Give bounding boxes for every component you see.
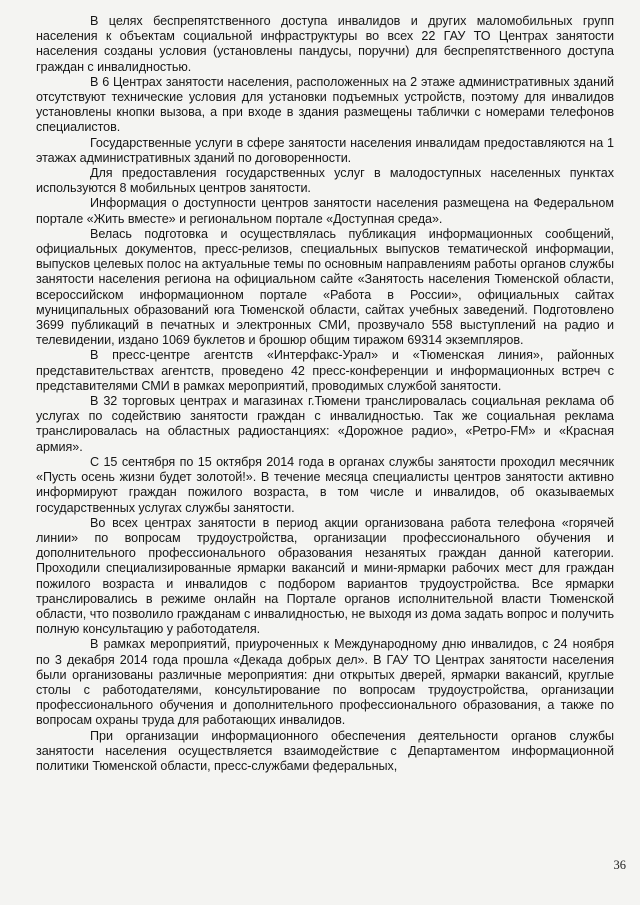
- paragraph-information-support: При организации информационного обеспечения деятельности органов службы занятости населения осуществляется взаимодействие с Департаментом информационной политики Тюменской области, пресс-службами федеральных,: [36, 728, 614, 773]
- paragraph-accessibility-conditions: В целях беспрепятственного доступа инвалидов и других маломобильных групп населения к объектам социальной инфраструктуры во всех 22 ГАУ ТО Центрах занятости населения созданы условия (установлены пандусы, поручни) для беспрепятственного доступа граждан с инвалидностью.: [36, 14, 614, 74]
- paragraph-golden-autumn-month: С 15 сентября по 15 октября 2014 года в органах службы занятости проходил месячник «Пусть осень жизни будет золотой!». В течение месяца специалисты центров занятости активно информируют граждан пожилого возраста, в том числе и инвалидов, об оказываемых государственных услугах службы занятости.: [36, 454, 614, 515]
- paragraph-publications: Велась подготовка и осуществлялась публикация информационных сообщений, официальных документов, пресс-релизов, специальных выпусков тематической информации, выпусков целевых полос на актуальные темы по основным направлениям работы органов службы занятости населения региона на официальном сайте «Занятость населения Тюменской области, всероссийском информационном портале «Работа в России», официальных сайтах муниципальных образований юга Тюменской области, сайтах учебных заведений. Подготовлено 3699 публикаций в печатных и электронных СМИ, прозвучало 558 выступлений на радио и телевидении, издано 1069 буклетов и брошюр общим тиражом 69314 экземпляров.: [36, 226, 614, 348]
- paragraph-mobile-centers: Для предоставления государственных услуг в малодоступных населенных пунктах используются 8 мобильных центров занятости.: [36, 166, 614, 196]
- paragraph-first-floor-services: Государственные услуги в сфере занятости населения инвалидам предоставляются на 1 этажах административных зданий по договоренности.: [36, 135, 614, 165]
- paragraph-social-advertising: В 32 торговых центрах и магазинах г.Тюмени транслировалась социальная реклама об услугах по содействию занятости граждан с инвалидностью. Так же социальная реклама транслировалась на областных радиостанциях: «Дорожное радио», «Ретро-FM» и «Красная армия».: [36, 394, 614, 454]
- paragraph-portal-information: Информация о доступности центров занятости населения размещена на Федеральном портале «Жить вместе» и региональном портале «Доступная среда».: [36, 196, 614, 226]
- paragraph-press-center: В пресс-центре агентств «Интерфакс-Урал» и «Тюменская линия», районных представительствах агентств, проведено 42 пресс-конференции и информационных встреч с представителями СМИ в рамках мероприятий, проводимых службой занятости.: [36, 348, 614, 393]
- paragraph-second-floor-centers: В 6 Центрах занятости населения, расположенных на 2 этаже административных зданий отсутствуют технические условия для установки подъемных устройств, поэтому для инвалидов установлены кнопки вызова, а при входе в здания размещены таблички с номерами телефонов специалистов.: [36, 74, 614, 135]
- page-number: 36: [613, 858, 626, 872]
- paragraph-good-deeds-decade: В рамках мероприятий, приуроченных к Международному дню инвалидов, с 24 ноября по 3 декабря 2014 года прошла «Декада добрых дел». В ГАУ ТО Центрах занятости населения были организованы различные мероприятия: дни открытых дверей, ярмарки вакансий, круглые столы с работодателями, консультирование по вопросам трудоустройства, организации профессионального обучения и дополнительного профессионального образования, а также по вопросам охраны труда для работающих инвалидов.: [36, 637, 614, 728]
- paragraph-hotline-fairs: Во всех центрах занятости в период акции организована работа телефона «горячей линии» по вопросам трудоустройства, организации профессионального обучения и дополнительного профессионального образования незанятых граждан данной категории. Проходили специализированные ярмарки вакансий и мини-ярмарки рабочих мест для граждан пожилого возраста и инвалидов с подбором вариантов трудоустройства. Все ярмарки транслировались в режиме онлайн на Портале органов исполнительной власти Тюменской области, что позволило гражданам с инвалидностью, не выходя из дома задать вопрос и получить полную консультацию у работодателя.: [36, 515, 614, 637]
- document-body: [36, 14, 614, 774]
